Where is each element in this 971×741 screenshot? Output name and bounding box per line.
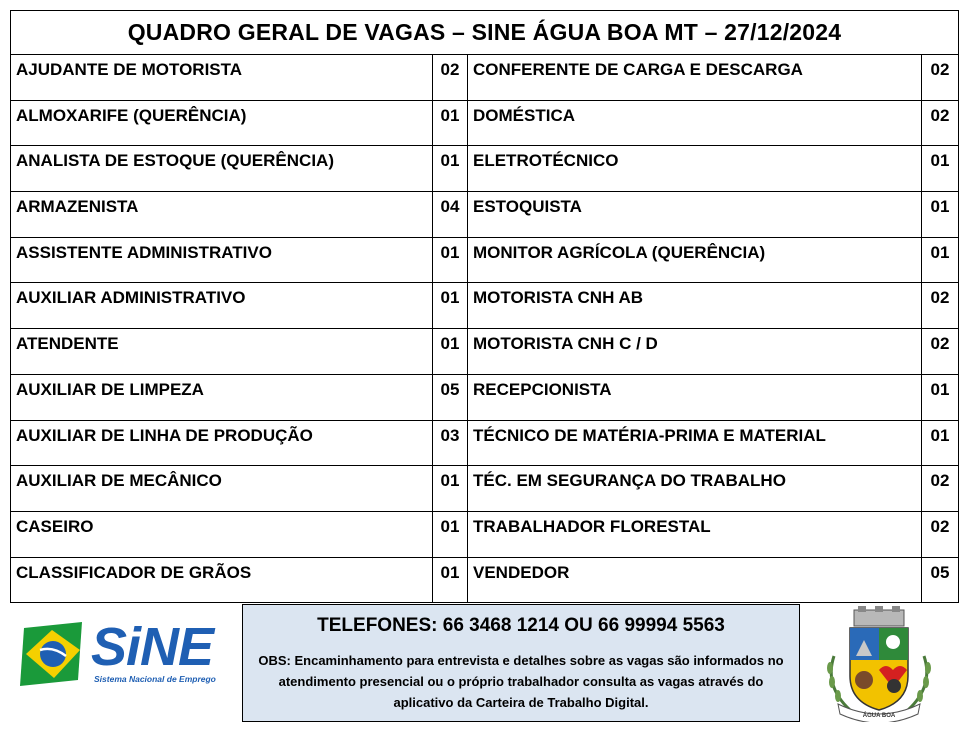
vacancy-count-right: 02 [922,466,959,512]
job-title-right: TRABALHADOR FLORESTAL [468,511,922,557]
job-title-left: ARMAZENISTA [11,192,433,238]
job-title-left: ANALISTA DE ESTOQUE (QUERÊNCIA) [11,146,433,192]
vacancy-count-left: 01 [433,466,468,512]
sine-logo [18,617,218,690]
vacancy-count-right: 02 [922,283,959,329]
job-title-left: AUXILIAR DE LINHA DE PRODUÇÃO [11,420,433,466]
brazil-flag-icon [18,622,88,686]
job-title-left: ASSISTENTE ADMINISTRATIVO [11,237,433,283]
job-title-right: ELETROTÉCNICO [468,146,922,192]
job-title-left: CLASSIFICADOR DE GRÃOS [11,557,433,603]
sine-logo-word: SiNE [91,617,214,677]
vacancy-count-right: 01 [922,146,959,192]
vacancy-count-left: 01 [433,146,468,192]
municipal-coat-of-arms-icon [820,606,938,722]
vacancy-count-left: 01 [433,557,468,603]
crest-ribbon-text: ÁGUA BOA [862,713,896,719]
job-title-right: TÉC. EM SEGURANÇA DO TRABALHO [468,466,922,512]
job-title-right: TÉCNICO DE MATÉRIA-PRIMA E MATERIAL [468,420,922,466]
vacancy-count-left: 01 [433,329,468,375]
table-row [11,374,959,420]
job-title-right: RECEPCIONISTA [468,374,922,420]
job-rows [11,55,959,603]
job-title-left: CASEIRO [11,511,433,557]
job-title-right: MOTORISTA CNH C / D [468,329,922,375]
vacancy-count-left: 02 [433,55,468,101]
job-vacancies-table [10,10,959,603]
job-title-right: CONFERENTE DE CARGA E DESCARGA [468,55,922,101]
vacancy-count-left: 01 [433,237,468,283]
table-row [11,511,959,557]
vacancy-count-right: 02 [922,511,959,557]
job-title-left: AUXILIAR ADMINISTRATIVO [11,283,433,329]
vacancy-count-left: 03 [433,420,468,466]
job-title-left: AJUDANTE DE MOTORISTA [11,55,433,101]
contact-info-box [242,604,800,722]
vacancy-count-right: 02 [922,55,959,101]
table-title: QUADRO GERAL DE VAGAS – SINE ÁGUA BOA MT – 27/12/2024 [11,11,959,55]
vacancy-count-left: 01 [433,283,468,329]
vacancy-count-right: 05 [922,557,959,603]
table-row [11,557,959,603]
phone-numbers: TELEFONES: 66 3468 1214 OU 66 99994 5563 [317,615,725,636]
observation-note: OBS: Encaminhamento para entrevista e detalhes sobre as vagas são informados no atendimento presencial ou o próprio trabalhador consulta as vagas através do aplicativo da Carteira de Trabalho Digital. [258,653,784,710]
sine-logo-subtitle: Sistema Nacional de Emprego [94,674,216,684]
job-title-left: AUXILIAR DE MECÂNICO [11,466,433,512]
job-title-right: ESTOQUISTA [468,192,922,238]
job-title-right: DOMÉSTICA [468,100,922,146]
vacancy-count-left: 01 [433,100,468,146]
table-row [11,283,959,329]
table-title-row [11,11,959,55]
table-row [11,146,959,192]
table-row [11,55,959,101]
vacancy-count-right: 01 [922,237,959,283]
vacancy-count-right: 01 [922,420,959,466]
table-row [11,466,959,512]
job-title-right: MOTORISTA CNH AB [468,283,922,329]
job-title-right: VENDEDOR [468,557,922,603]
table-row [11,237,959,283]
table-row [11,192,959,238]
vacancy-count-right: 01 [922,192,959,238]
table-row [11,329,959,375]
table-row [11,100,959,146]
vacancy-count-right: 02 [922,329,959,375]
job-title-right: MONITOR AGRÍCOLA (QUERÊNCIA) [468,237,922,283]
vacancy-count-left: 01 [433,511,468,557]
job-table-container [10,10,958,603]
vacancy-count-left: 04 [433,192,468,238]
vacancy-count-right: 02 [922,100,959,146]
vacancy-count-right: 01 [922,374,959,420]
job-title-left: AUXILIAR DE LIMPEZA [11,374,433,420]
table-row [11,420,959,466]
job-title-left: ALMOXARIFE (QUERÊNCIA) [11,100,433,146]
job-title-left: ATENDENTE [11,329,433,375]
vacancy-count-left: 05 [433,374,468,420]
